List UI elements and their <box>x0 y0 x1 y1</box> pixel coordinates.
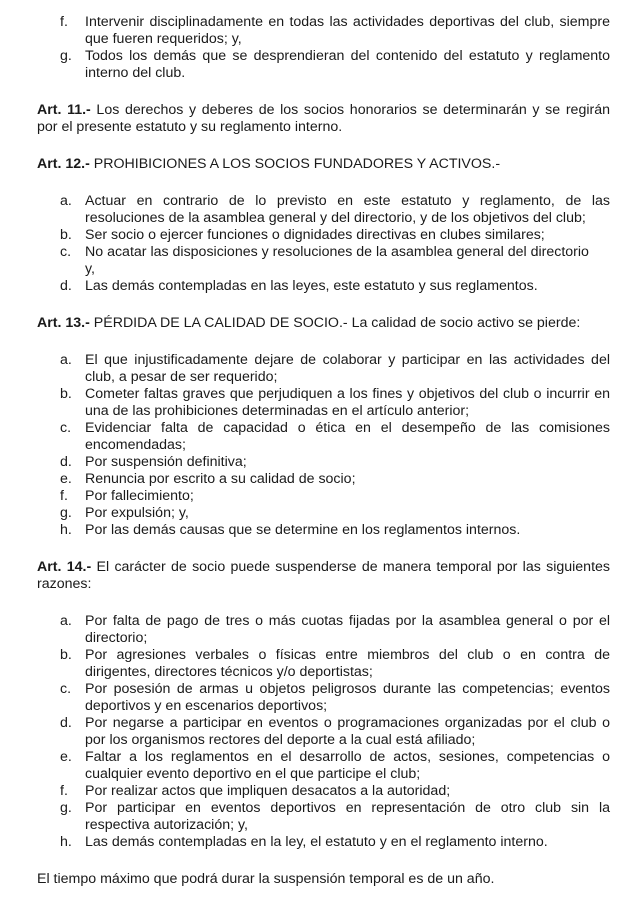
list-item <box>37 278 610 295</box>
item-marker: g. <box>60 48 72 64</box>
item-text: Por suspensión definitiva; <box>85 454 247 470</box>
item-marker: d. <box>60 454 72 470</box>
item-text: Por expulsión; y, <box>85 505 189 521</box>
item-text: Evidenciar falta de capacidad o ética en el desempeño de las comisiones encomendadas; <box>85 420 610 453</box>
item-text: Faltar a los reglamentos en el desarrollo de actos, sesiones, competencias o cualquier evento deportivo en el que participe el club; <box>85 749 610 782</box>
top-list <box>37 14 610 82</box>
item-text: Todos los demás que se desprendieran del contenido del estatuto y reglamento interno del club. <box>85 48 610 81</box>
list-item <box>37 715 610 749</box>
article-heading: Art. 13.- <box>37 315 90 331</box>
item-marker: a. <box>60 193 72 209</box>
article-text: Los derechos y deberes de los socios honorarios se determinarán y se regirán por el presente estatuto y su reglamento interno. <box>37 102 610 135</box>
item-marker: f. <box>60 783 68 799</box>
item-marker: g. <box>60 505 72 521</box>
item-marker: a. <box>60 613 72 629</box>
list-item <box>37 193 610 227</box>
item-text: Por negarse a participar en eventos o programaciones organizadas por el club o por los organismos rectores del deporte a la cual está afiliado; <box>85 715 610 748</box>
item-marker: f. <box>60 488 68 504</box>
article-heading: Art. 11.- <box>37 102 91 118</box>
item-marker: d. <box>60 715 72 731</box>
list-item <box>37 834 610 851</box>
article-14-list <box>37 613 610 851</box>
item-text: Cometer faltas graves que perjudiquen a los fines y objetivos del club o incurrir en una de las prohibiciones determinadas en el artículo anterior; <box>85 386 610 419</box>
item-text: El que injustificadamente dejare de colaborar y participar en las actividades del club, a pesar de ser requerido; <box>85 352 610 385</box>
item-marker: c. <box>60 420 72 436</box>
list-item <box>37 420 610 454</box>
article-text: El carácter de socio puede suspenderse de manera temporal por las siguientes razones: <box>37 559 610 592</box>
list-item <box>37 244 610 278</box>
item-marker: e. <box>60 749 72 765</box>
article-12-list <box>37 193 610 295</box>
list-item <box>37 505 610 522</box>
item-marker: a. <box>60 352 72 368</box>
item-text: Por realizar actos que impliquen desacatos a la autoridad; <box>85 783 451 799</box>
item-marker: c. <box>60 681 72 697</box>
item-text: Por falta de pago de tres o más cuotas fijadas por la asamblea general o por el directorio; <box>85 613 610 646</box>
list-item <box>37 352 610 386</box>
item-marker: c. <box>60 244 72 260</box>
list-item <box>37 613 610 647</box>
list-item <box>37 48 610 82</box>
item-text: Ser socio o ejercer funciones o dignidades directivas en clubes similares; <box>85 227 545 243</box>
article-text: PROHIBICIONES A LOS SOCIOS FUNDADORES Y ACTIVOS.- <box>89 156 501 172</box>
item-text: Por agresiones verbales o físicas entre miembros del club o en contra de dirigentes, directores técnicos y/o deportistas; <box>85 647 610 680</box>
list-item <box>37 386 610 420</box>
article-13-list <box>37 352 610 539</box>
item-text: Las demás contempladas en la ley, el estatuto y en el reglamento interno. <box>85 834 548 850</box>
list-item <box>37 454 610 471</box>
item-text: Por fallecimiento; <box>85 488 194 504</box>
article-11 <box>37 102 610 136</box>
article-13-title <box>37 315 610 332</box>
article-heading: Art. 14.- <box>37 559 92 575</box>
item-text-continuation: y, <box>85 261 95 277</box>
list-item <box>37 800 610 834</box>
item-marker: g. <box>60 800 72 816</box>
list-item <box>37 681 610 715</box>
item-text: No acatar las disposiciones y resoluciones de la asamblea general del directorio <box>85 244 589 260</box>
item-text: Por participar en eventos deportivos en representación de otro club sin la respectiva autorización; y, <box>85 800 610 833</box>
item-marker: b. <box>60 386 72 402</box>
item-text: Actuar en contrario de lo previsto en este estatuto y reglamento, de las resoluciones de la asamblea general y del directorio, y de los objetivos del club; <box>85 193 610 226</box>
item-marker: e. <box>60 471 72 487</box>
item-text: Por las demás causas que se determine en los reglamentos internos. <box>85 522 521 538</box>
item-marker: h. <box>60 834 72 850</box>
item-marker: b. <box>60 647 72 663</box>
item-text: Renuncia por escrito a su calidad de socio; <box>85 471 356 487</box>
item-marker: h. <box>60 522 72 538</box>
item-marker: d. <box>60 278 72 294</box>
list-item <box>37 749 610 783</box>
list-item <box>37 227 610 244</box>
item-marker: b. <box>60 227 72 243</box>
article-12-title <box>37 156 610 173</box>
list-item <box>37 14 610 48</box>
item-marker: f. <box>60 14 68 30</box>
list-item <box>37 471 610 488</box>
article-heading: Art. 12.- <box>37 156 90 172</box>
item-text: Las demás contempladas en las leyes, este estatuto y sus reglamentos. <box>85 278 538 294</box>
list-item <box>37 522 610 539</box>
item-text: Intervenir disciplinadamente en todas las actividades deportivas del club, siempre que fueren requeridos; y, <box>85 14 610 47</box>
closing-paragraph: El tiempo máximo que podrá durar la suspensión temporal es de un año. <box>37 871 495 887</box>
item-text: Por posesión de armas u objetos peligrosos durante las competencias; eventos deportivos y en escenarios deportivos; <box>85 681 610 714</box>
article-14-title <box>37 559 610 593</box>
list-item <box>37 783 610 800</box>
list-item <box>37 488 610 505</box>
article-text: PÉRDIDA DE LA CALIDAD DE SOCIO.- La calidad de socio activo se pierde: <box>89 315 581 331</box>
list-item <box>37 647 610 681</box>
